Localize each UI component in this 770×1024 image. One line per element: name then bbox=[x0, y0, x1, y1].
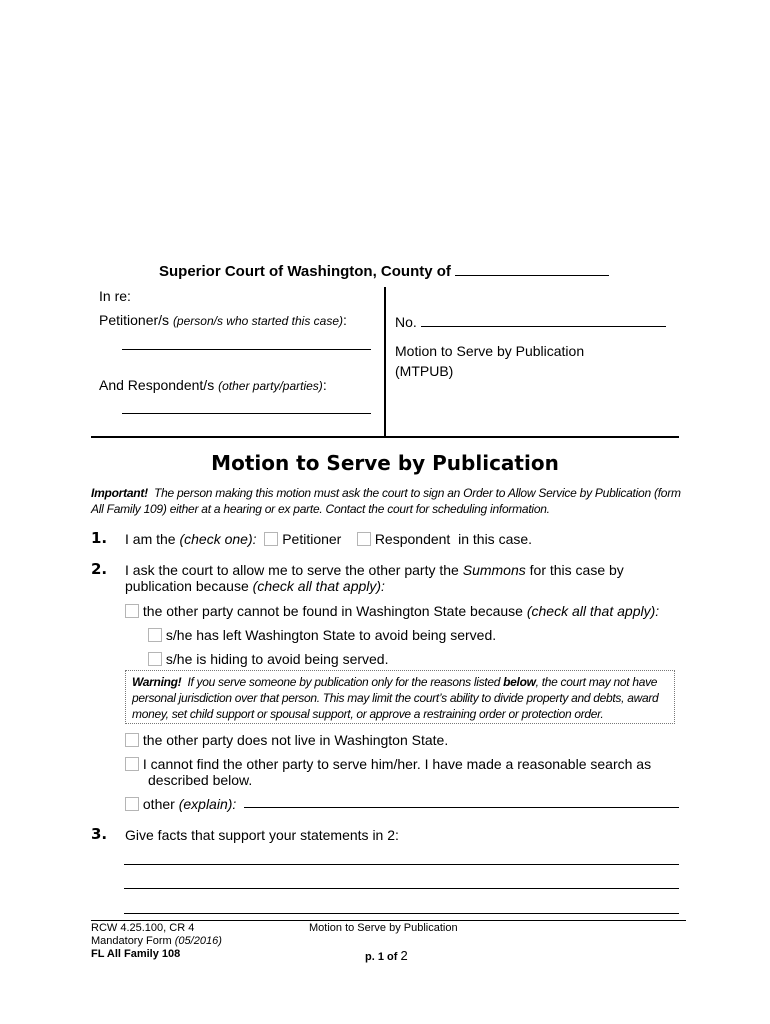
respondent-checkbox[interactable] bbox=[357, 532, 371, 546]
section-2-line-2 bbox=[125, 578, 385, 594]
not-found-hint: (check all that apply): bbox=[526, 603, 660, 619]
page-title: Motion to Serve by Publication bbox=[211, 451, 559, 475]
section-1 bbox=[125, 531, 532, 547]
in-re-label: In re: bbox=[99, 288, 131, 304]
case-number-label: No. bbox=[395, 314, 417, 330]
court-title bbox=[159, 262, 609, 280]
hiding-checkbox[interactable] bbox=[148, 652, 162, 666]
caption-form-name: Motion to Serve by Publication bbox=[395, 343, 585, 359]
warning-text-a: If you serve someone by publication only for the reasons listed bbox=[187, 675, 501, 689]
case-number-line[interactable] bbox=[421, 314, 666, 327]
warning-bold: below bbox=[503, 675, 536, 689]
cannot-find-checkbox[interactable] bbox=[125, 757, 139, 771]
footer-divider bbox=[91, 920, 686, 921]
section-1-suffix: in this case. bbox=[458, 531, 533, 547]
section-3-number: 3. bbox=[91, 825, 108, 843]
not-live-checkbox[interactable] bbox=[125, 733, 139, 747]
not-live-label: the other party does not live in Washington State. bbox=[142, 732, 449, 748]
respondent-label-text: And Respondent/s bbox=[99, 377, 215, 393]
case-number bbox=[395, 314, 666, 330]
suboption-left-state bbox=[148, 627, 496, 643]
county-blank[interactable] bbox=[455, 262, 609, 276]
footer-page-total: 2 bbox=[400, 948, 408, 963]
warning-text-b: , the court may not have personal jurisdiction over that person. This may limit the court’s ability to divide property and debts, award money, set child support or spousal support, or approve a restraining order or protection order. bbox=[132, 675, 659, 721]
respondent-name-line[interactable] bbox=[122, 413, 371, 414]
left-state-label: s/he has left Washington State to avoid being served. bbox=[165, 627, 497, 643]
facts-line-3[interactable] bbox=[124, 913, 679, 914]
footer-mandatory-text: Mandatory Form bbox=[91, 935, 172, 947]
petitioner-option-label: Petitioner bbox=[282, 531, 342, 547]
footer-mandatory bbox=[91, 935, 222, 947]
important-lead: Important! bbox=[91, 486, 148, 500]
option-not-found bbox=[125, 603, 659, 619]
section-2-number: 2. bbox=[91, 560, 108, 578]
other-checkbox[interactable] bbox=[125, 797, 139, 811]
option-other bbox=[125, 796, 236, 812]
court-title-text: Superior Court of Washington, County of bbox=[159, 263, 451, 280]
cannot-find-label-2: described below. bbox=[148, 772, 253, 788]
section-3-text: Give facts that support your statements in 2: bbox=[125, 827, 399, 843]
section-2-line-1c: for this case by bbox=[529, 562, 624, 578]
footer-page-number bbox=[365, 948, 408, 963]
summons-term: Summons bbox=[462, 562, 526, 578]
footer-page-text: p. 1 of bbox=[365, 951, 398, 963]
other-explain-line[interactable] bbox=[244, 807, 679, 808]
footer-center-title: Motion to Serve by Publication bbox=[309, 922, 458, 934]
option-not-live bbox=[125, 732, 448, 748]
important-note bbox=[91, 485, 691, 517]
other-hint: (explain): bbox=[178, 796, 237, 812]
caption-divider-vertical bbox=[384, 287, 386, 437]
not-found-label: the other party cannot be found in Washington State because bbox=[142, 603, 523, 619]
section-1-hint: (check one): bbox=[179, 531, 257, 547]
section-2-line-2a: publication because bbox=[125, 578, 249, 594]
respondent-colon: : bbox=[322, 377, 327, 393]
section-2-hint: (check all that apply): bbox=[252, 578, 385, 594]
other-label: other bbox=[142, 796, 175, 812]
warning-box bbox=[125, 670, 675, 724]
warning-lead: Warning! bbox=[132, 675, 182, 689]
petitioner-label-text: Petitioner/s bbox=[99, 312, 170, 328]
footer-form-id: FL All Family 108 bbox=[91, 948, 181, 960]
section-1-text: I am the bbox=[125, 531, 176, 547]
cannot-find-label-1: I cannot find the other party to serve him/her. I have made a reasonable search as bbox=[142, 756, 652, 772]
caption-form-code: (MTPUB) bbox=[395, 363, 454, 379]
suboption-hiding bbox=[148, 651, 388, 667]
section-1-number: 1. bbox=[91, 529, 108, 547]
not-found-checkbox[interactable] bbox=[125, 604, 139, 618]
petitioner-checkbox[interactable] bbox=[264, 532, 278, 546]
respondent-label bbox=[99, 377, 327, 393]
option-cannot-find bbox=[125, 756, 651, 772]
respondent-option-label: Respondent bbox=[374, 531, 451, 547]
respondent-hint: (other party/parties) bbox=[218, 379, 323, 393]
petitioner-name-line[interactable] bbox=[122, 349, 371, 350]
section-2-line-1a: I ask the court to allow me to serve the other party the bbox=[125, 562, 459, 578]
caption-divider-horizontal bbox=[91, 436, 679, 438]
petitioner-label bbox=[99, 312, 347, 328]
footer-rcw: RCW 4.25.100, CR 4 bbox=[91, 922, 195, 934]
footer-mandatory-date: (05/2016) bbox=[174, 935, 222, 947]
facts-line-1[interactable] bbox=[124, 864, 679, 865]
section-2-line-1 bbox=[125, 562, 624, 578]
important-text: The person making this motion must ask the court to sign an Order to Allow Service by Publication (form All Family 109) either at a hearing or ex parte. Contact the court for scheduling information. bbox=[91, 486, 681, 516]
hiding-label: s/he is hiding to avoid being served. bbox=[165, 651, 389, 667]
petitioner-colon: : bbox=[343, 312, 347, 328]
facts-line-2[interactable] bbox=[124, 888, 679, 889]
petitioner-hint: (person/s who started this case) bbox=[172, 314, 344, 328]
left-state-checkbox[interactable] bbox=[148, 628, 162, 642]
